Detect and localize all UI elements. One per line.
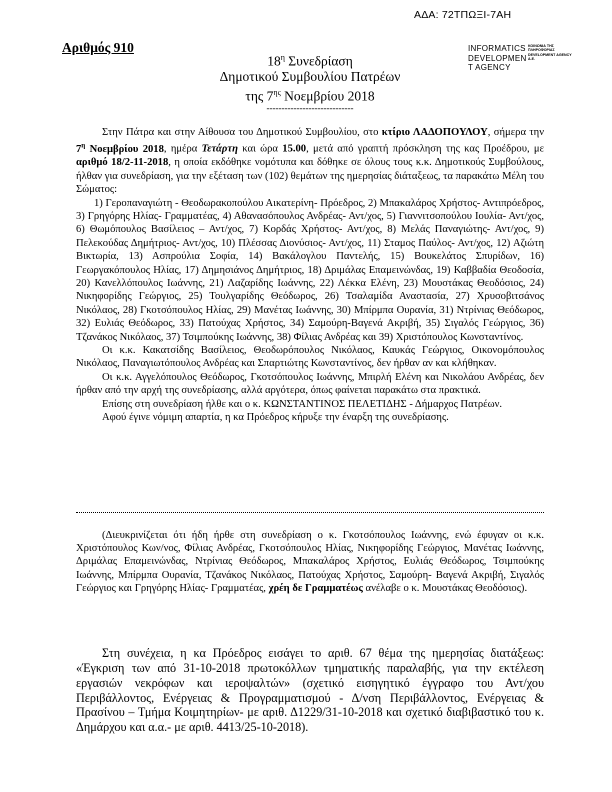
header-separator: -----------------------------	[266, 102, 354, 113]
informatics-agency-logo	[468, 44, 586, 74]
decision-number: Αριθμός 910	[62, 40, 134, 55]
session-title: $18^\eta$ Συνεδρίαση	[267, 53, 353, 69]
mayor-attendance: Επίσης στη συνεδρίαση ήλθε και ο κ. ΚΩΝΣΤΑΝΤΙΝΟΣ ΠΕΛΕΤΙΔΗΣ - Δήμαρχος Πατρέων.	[102, 398, 503, 410]
late-members: Οι κ.κ. Αγγελόπουλος Θεόδωρος, Γκοτσόπουλος Ιωάννης, Μπιρλή Ελένη και Νικολάου Ανδρέας, δεν ήρθαν από την αρχή της συνεδρίασης, αλλά αργότερα, όπως φαίνεται παρακάτω στα πρακτικά.	[76, 371, 544, 397]
intro-paragraph: Στην Πάτρα και στην Αίθουσα του Δημοτικού Συμβουλίου, στο κτίριο ΛΑΔΟΠΟΥΛΟΥ, σήμερα την $7^\eta$ Νοεμβρίου 2018, ημέρα Τετάρτη και ώρα 15.00, μετά από γραπτή πρόσκληση της κας Προέδρου, με αριθμό 18/2-11-2018, η οποία εκδόθηκε νομότυπα και δόθηκε σε όλους τους κ.κ. Δημοτικούς Συμβούλους, ήλθαν για συνεδρίαση, για την εξέταση των (102) θεμάτων της ημερησίας διάταξεως, τα παρακάτω Μέλη του Σώματος:	[76, 127, 545, 196]
council-name: Δημοτικού Συμβουλίου Πατρέων	[219, 69, 401, 84]
logo-small-text: ΚΟΙΝΩΝΙΑ ΤΗΣ ΠΛΗΡΟΦΟΡΙΑΣ DEVELOPMENT AGENCY Α.Ε.	[528, 44, 572, 61]
members-list: 1) Γεροπαναγιώτη - Θεοδωρακοπούλου Αικατερίνη- Πρόεδρος, 2) Μπακαλάρος Χρήστος- Αντιπρόεδρος, 3) Γρηγόρης Ηλίας- Γραμματέας, 4) Αθανασόπουλος Ανδρέας- Αντ/χος, 5) Γιαννιτσοπούλου Ιουλία- Αντ/χος, 6) Θωμόπουλος Βασίλειος – Αντ/χος, 7) Κορδάς Χρήστος- Αντ/χος, 8) Μελάς Παναγιώτης- Αντ/χος, 9) Πελεκούδας Δημήτριος- Αντ/χος, 10) Πλέσσας Διονύσιος- Αντ/χος, 11) Σταμος Παύλος- Αντ/χος, 12) Αζιώτη Βικτωρία, 13) Ασπρούλια Σοφία, 14) Βακάλογλου Παντελής, 15) Βουκελάτος Σπυρίδων, 16) Γεωργακόπουλος Ηλίας, 17) Δημησιάνος Δημήτριος, 18) Δριμάλας Επαμεινώνδας, 19) Καββαδία Θεοδοσία, 20) Κανελλόπουλος Ιωάννης, 21) Λαζαρίδης Ιωάννης, 22) Λέκκα Ελένη, 23) Μουστάκας Θεοδόσιος, 24) Νικηφορίδης Γεώργιος, 25) Τουλγαρίδης Θεόδωρος, 26) Τσαλαμίδα Αναστασία, 27) Χρυσοβιτσάνος Νικόλαος, 28) Γκοτσόπουλος Ηλίας, 29) Μανέτας Ιωάννης, 30) Μπίρμπα Ουρανία, 31) Ντρίνιας Θεόδωρος, 32) Ευλιάς Θεόδωρος, 33) Πατούχας Χρήστος, 34) Σαμούρη-Βαγενά Ακριβή, 35) Σιγαλός Γεώργιος, 36) Τζανάκος Νικόλαος, 37) Τσιμπούκης Ιωάννης, 38) Φίλιας Ανδρέας και 39) Χριστόπουλος Κωνσταντίνος.	[76, 197, 544, 343]
quorum-statement: Αφού έγινε νόμιμη απαρτία, η κα Πρόεδρος κήρυξε την έναρξη της συνεδρίασης.	[102, 412, 449, 424]
logo-text: INFORMATICS DEVELOPMEN T AGENCY	[468, 44, 527, 72]
session-date: της $7^{\eta\varsigma}$ Νοεμβρίου 2018	[245, 87, 375, 103]
dotted-divider	[76, 506, 544, 513]
absent-members: Οι κ.κ. Κακατσίδης Βασίλειος, Θεοδωρόπουλος Νικόλαος, Καυκάς Γεώργιος, Οικονομόπουλος Νικόλαος, Παναγιωτόπουλος Ανδρέας και Σπαρτιώτης Κωνσταντίνος, δεν ήρθαν αν και κλήθηκαν.	[76, 345, 544, 370]
clarification-paragraph: (Διευκρινίζεται ότι ήδη ήρθε στη συνεδρίαση ο κ. Γκοτσόπουλος Ιωάννης, ενώ έφυγαν οι κ.κ. Χριστόπουλος Κων/νος, Φίλιας Ανδρέας, Γκοτσόπουλος Ηλίας, Νικηφορίδης Γεώργιος, Μανέτας Ιωάννης, Δριμάλας Επαμεινώνδας, Ντρίνιας Θεόδωρος, Μπακαλάρος Χρήστος, Ευλιάς Θεόδωρος, Τσιμπούκης Ιωάννης, Μπίρμπα Ουρανία, Τζανάκος Νικόλαος, Πατούχας Χρήστος, Σαμούρη- Βαγενά Ακριβή, Σιγαλός Γεώργιος και Γρηγόρης Ηλίας- Γραμματέας, χρέη δε Γραμματέως ανέλαβε ο κ. Μουστάκας Θεοδόσιος).	[76, 529, 544, 595]
agenda-item-paragraph: Στη συνέχεια, η κα Πρόεδρος εισάγει το αριθ. 67 θέμα της ημερησίας διατάξεως: «Έγκριση των από 31-10-2018 πρωτοκόλλων τμηματικής παραλαβής, για την εκτέλεση εργασιών νεκρόφων και ιεροψαλτών» (σχετικό εισηγητικό έγγραφο του Αντ/χου Περιβάλλοντος, Ενέργειας & Προγραμματισμού - Δ/νση Περιβάλλοντος, Ενέργειας & Πρασίνου – Τμήμα Κοιμητηρίων- με αριθ. Δ1229/31-10-2018 και σχετικό διαβιβαστικό του κ. Δημάρχου και α.α.- με αριθ. 4413/25-10-2018).	[76, 646, 544, 735]
minutes-body	[76, 126, 544, 424]
ada-code: ΑΔΑ: 72ΤΠΩΞΙ-7ΑΗ	[414, 9, 512, 21]
session-header	[150, 50, 470, 113]
